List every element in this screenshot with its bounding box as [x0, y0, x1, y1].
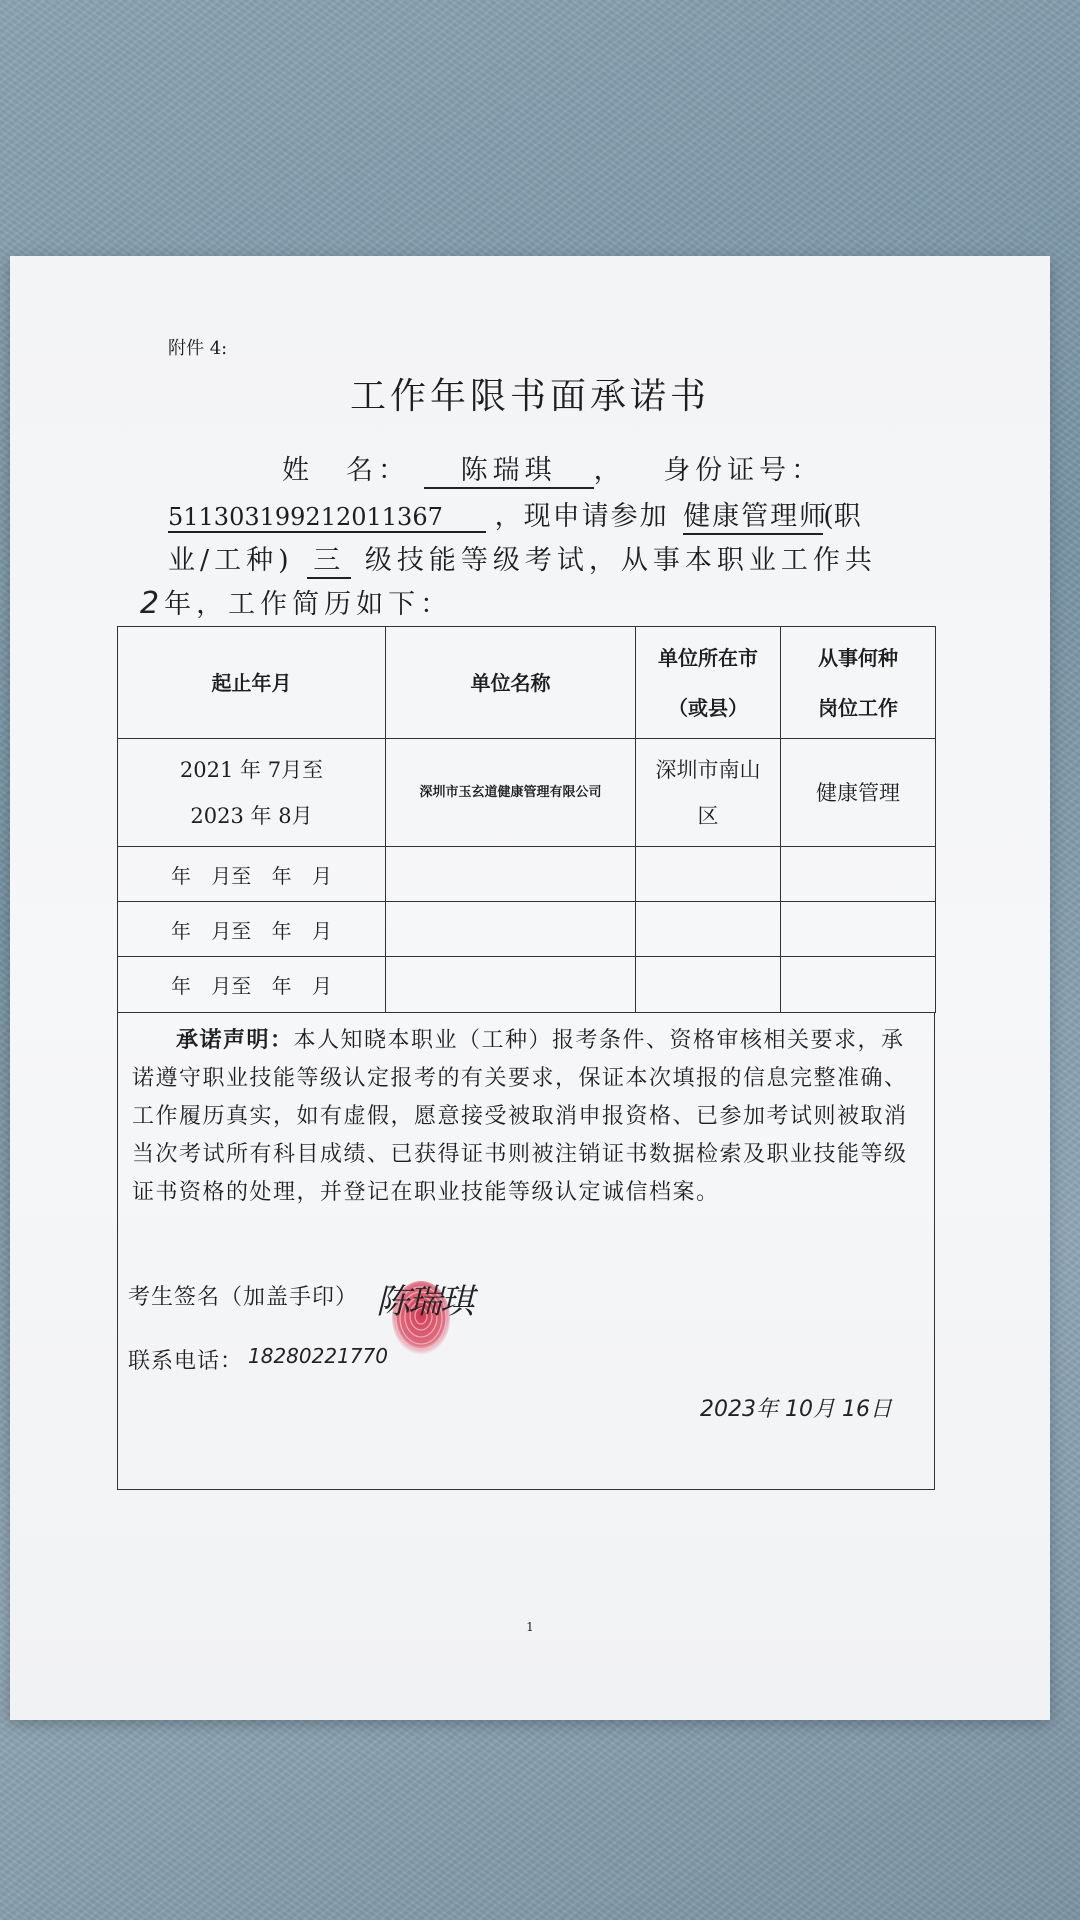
id-line — [168, 494, 861, 535]
row1-city-line1: 深圳市南山 — [655, 757, 761, 782]
occupation-line2: 业/工种) — [168, 545, 294, 576]
table-row — [118, 847, 936, 902]
row4-period: 年 月至 年 月 — [118, 957, 386, 1013]
level-line — [168, 538, 877, 579]
row1-post: 健康管理 — [781, 739, 936, 847]
header-post-line1: 从事何种 — [818, 645, 898, 670]
level-value: 三 — [307, 538, 351, 579]
row2-post — [781, 847, 936, 902]
document-paper — [10, 256, 1050, 1720]
row4-post — [781, 957, 936, 1013]
occupation-suffix: (职 — [823, 501, 861, 532]
header-period: 起止年月 — [118, 627, 386, 739]
row2-period: 年 月至 年 月 — [118, 847, 386, 902]
page-number: 1 — [526, 1620, 534, 1634]
row1-period-end: 2023 年 8月 — [190, 803, 313, 828]
years-suffix: 年，工作简历如下： — [164, 589, 453, 620]
years-value: 2 — [140, 586, 165, 621]
pledge-label: 承诺声明： — [176, 1028, 294, 1053]
phone-label: 联系电话： — [128, 1349, 244, 1374]
phone-value: 18280221770 — [248, 1344, 388, 1368]
occupation-value: 健康管理师 — [683, 494, 823, 535]
row2-city — [636, 847, 781, 902]
header-unit: 单位名称 — [386, 627, 636, 739]
name-line — [282, 448, 823, 489]
exam-text: 级技能等级考试，从事本职业工作共 — [364, 545, 877, 576]
row1-city-line2: 区 — [697, 803, 719, 828]
row3-post — [781, 902, 936, 957]
handwritten-signature: 陈瑞琪 — [376, 1282, 472, 1322]
header-post — [781, 627, 936, 739]
row3-period: 年 月至 年 月 — [118, 902, 386, 957]
row1-unit: 深圳市玉玄道健康管理有限公司 — [386, 739, 636, 847]
document-title: 工作年限书面承诺书 — [349, 376, 710, 417]
table-row — [118, 739, 936, 847]
row1-period — [118, 739, 386, 847]
signature-date: 2023年 10月 16日 — [700, 1397, 892, 1422]
row3-city — [636, 902, 781, 957]
row3-unit — [386, 902, 636, 957]
header-post-line2: 岗位工作 — [818, 695, 898, 720]
apply-text: ，现申请参加 — [494, 501, 669, 532]
name-label: 姓 名： — [282, 455, 410, 486]
row2-unit — [386, 847, 636, 902]
row1-city — [636, 739, 781, 847]
table-row — [118, 957, 936, 1013]
header-city-line1: 单位所在市 — [658, 645, 758, 670]
table-row — [118, 902, 936, 957]
header-city — [636, 627, 781, 739]
pledge-text: 本人知晓本职业（工种）报考条件、资格审核相关要求，承诺遵守职业技能等级认定报考的有关要求，保证本次填报的信息完整准确、工作履历真实，如有虚假，愿意接受被取消申报资格、已参加考试则被取消当次考试所有科目成绩、已获得证书则被注销证书数据检索及职业技能等级证书资格的处理，并登记在职业技能等级认定诚信档案。 — [132, 1028, 908, 1205]
name-value: 陈瑞琪 — [424, 448, 594, 489]
row4-unit — [386, 957, 636, 1013]
signature-label: 考生签名（加盖手印） — [128, 1285, 359, 1310]
years-line — [140, 582, 452, 621]
pledge-box — [117, 1012, 935, 1490]
row1-period-start: 2021 年 7月至 — [179, 757, 324, 782]
header-city-line2: （或县） — [668, 695, 748, 720]
id-number-value: 511303199212011367 — [168, 503, 486, 533]
work-history-table — [117, 626, 936, 1013]
id-label: 身份证号： — [663, 455, 824, 486]
row4-city — [636, 957, 781, 1013]
name-comma: ， — [593, 455, 626, 486]
annex-label: 附件 4: — [168, 338, 228, 359]
pledge-statement — [132, 1022, 926, 1212]
